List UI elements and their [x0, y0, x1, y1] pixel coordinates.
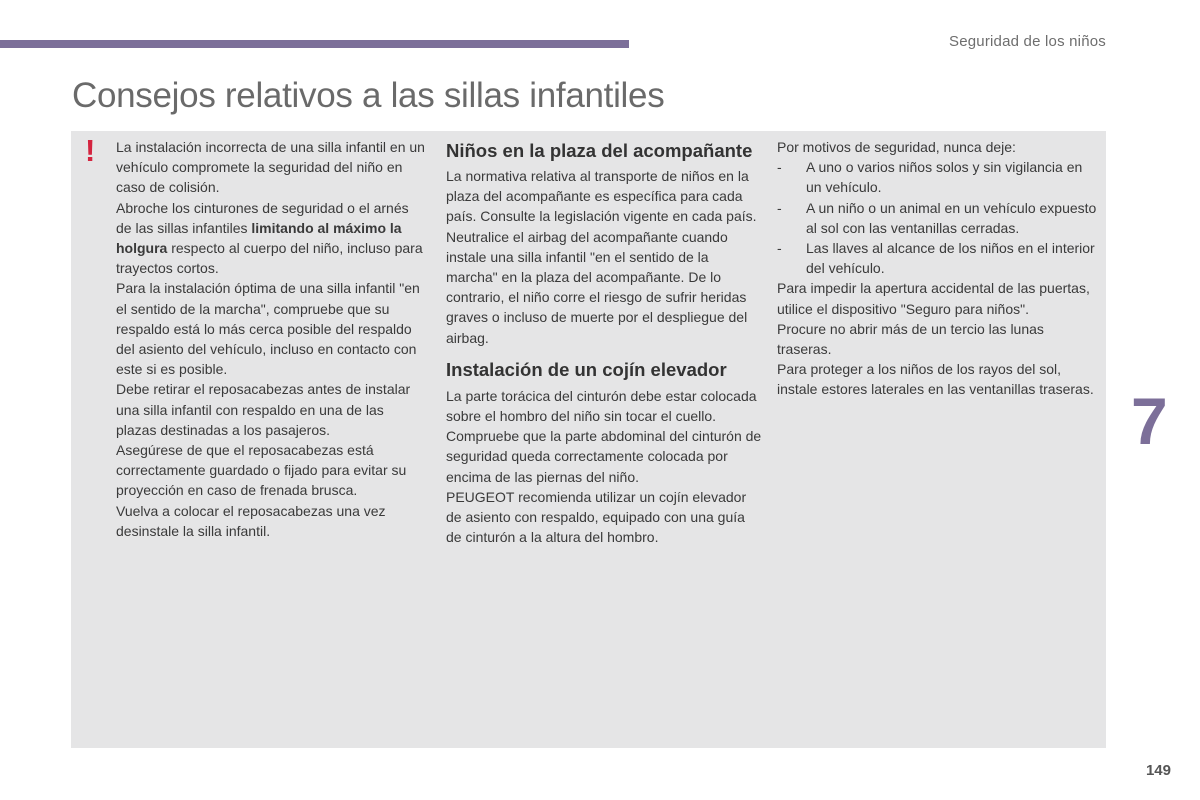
text-run: Abroche los cinturones de seguridad o el arnés de las sillas infantiles: [116, 199, 409, 236]
list-item: [777, 198, 1097, 238]
sub-heading-passenger-seat: Niños en la plaza del acompañante: [446, 140, 753, 161]
column-safety-tips: [777, 137, 1097, 400]
page-number: 149: [1145, 762, 1171, 779]
paragraph: La parte torácica del cinturón debe estar colocada sobre el hombro del niño sin tocar el cuello.: [446, 387, 757, 425]
text-run: respecto al cuerpo del niño, incluso para trayectos cortos.: [116, 240, 423, 277]
paragraph: Neutralice el airbag del acompañante cuando instale una silla infantil "en el sentido de la marcha" en la plaza del acompañante. De lo contrario, el niño corre el riesgo de sufrir heridas graves o incluso de muerte por el despliegue del airbag.: [446, 228, 748, 346]
bullet-dash: -: [777, 159, 782, 176]
list-item-text: Las llaves al alcance de los niños en el interior del vehículo.: [806, 240, 1095, 277]
paragraph: Procure no abrir más de un tercio las lunas traseras.: [777, 320, 1044, 358]
paragraph: Para impedir la apertura accidental de las puertas, utilice el dispositivo "Seguro para niños".: [777, 280, 1090, 317]
paragraph: Compruebe que la parte abdominal del cinturón de seguridad queda correctamente colocada por encima de las piernas del niño.: [446, 428, 762, 485]
sub-heading-booster-cushion: Instalación de un cojín elevador: [446, 358, 727, 380]
content-panel: [71, 131, 1106, 748]
column-warning: [116, 137, 428, 541]
paragraph: Vuelva a colocar el reposacabezas una vez desinstale la silla infantil.: [116, 502, 386, 539]
paragraph: Por motivos de seguridad, nunca deje:: [777, 139, 1016, 155]
paragraph: [116, 198, 428, 279]
never-leave-list: [777, 157, 1097, 278]
column-passenger-seat: [446, 137, 764, 547]
paragraph: La instalación incorrecta de una silla infantil en un vehículo compromete la seguridad del niño en caso de colisión.: [116, 139, 425, 196]
list-item-text: A uno o varios niños solos y sin vigilancia en un vehículo.: [806, 159, 1083, 196]
bullet-dash: -: [777, 240, 782, 257]
paragraph: PEUGEOT recomienda utilizar un cojín elevador de asiento con respaldo, equipado con una guía de cinturón a la altura del hombro.: [446, 488, 747, 546]
paragraph: Para proteger a los niños de los rayos del sol, instale estores laterales en las ventanillas traseras.: [777, 361, 1094, 398]
chapter-number: 7: [1131, 384, 1168, 458]
page-heading: Consejos relativos a las sillas infantiles: [72, 76, 665, 115]
bullet-dash: -: [777, 199, 782, 216]
paragraph: Asegúrese de que el reposacabezas está correctamente guardado o fijado para evitar su proyección en caso de frenada brusca.: [116, 442, 407, 499]
list-item-text: A un niño o un animal en un vehículo expuesto al sol con las ventanillas cerradas.: [806, 199, 1097, 236]
section-title: Seguridad de los niños: [948, 33, 1106, 50]
paragraph: Debe retirar el reposacabezas antes de instalar una silla infantil con respaldo en una de las plazas destinadas a los pasajeros.: [116, 381, 411, 438]
warning-icon: !: [85, 133, 96, 168]
paragraph: La normativa relativa al transporte de niños en la plaza del acompañante es específica para cada país. Consulte la legislación vigente en cada país.: [446, 168, 757, 225]
list-item: [777, 238, 1097, 278]
paragraph: Para la instalación óptima de una silla infantil "en el sentido de la marcha", compruebe que su respaldo está lo más cerca posible del respaldo del asiento del vehículo, incluso en contacto con este si es posible.: [116, 280, 420, 378]
header-accent-bar: [0, 40, 629, 48]
bold-text: limitando al máximo la holgura: [116, 219, 402, 257]
list-item: [777, 157, 1097, 197]
